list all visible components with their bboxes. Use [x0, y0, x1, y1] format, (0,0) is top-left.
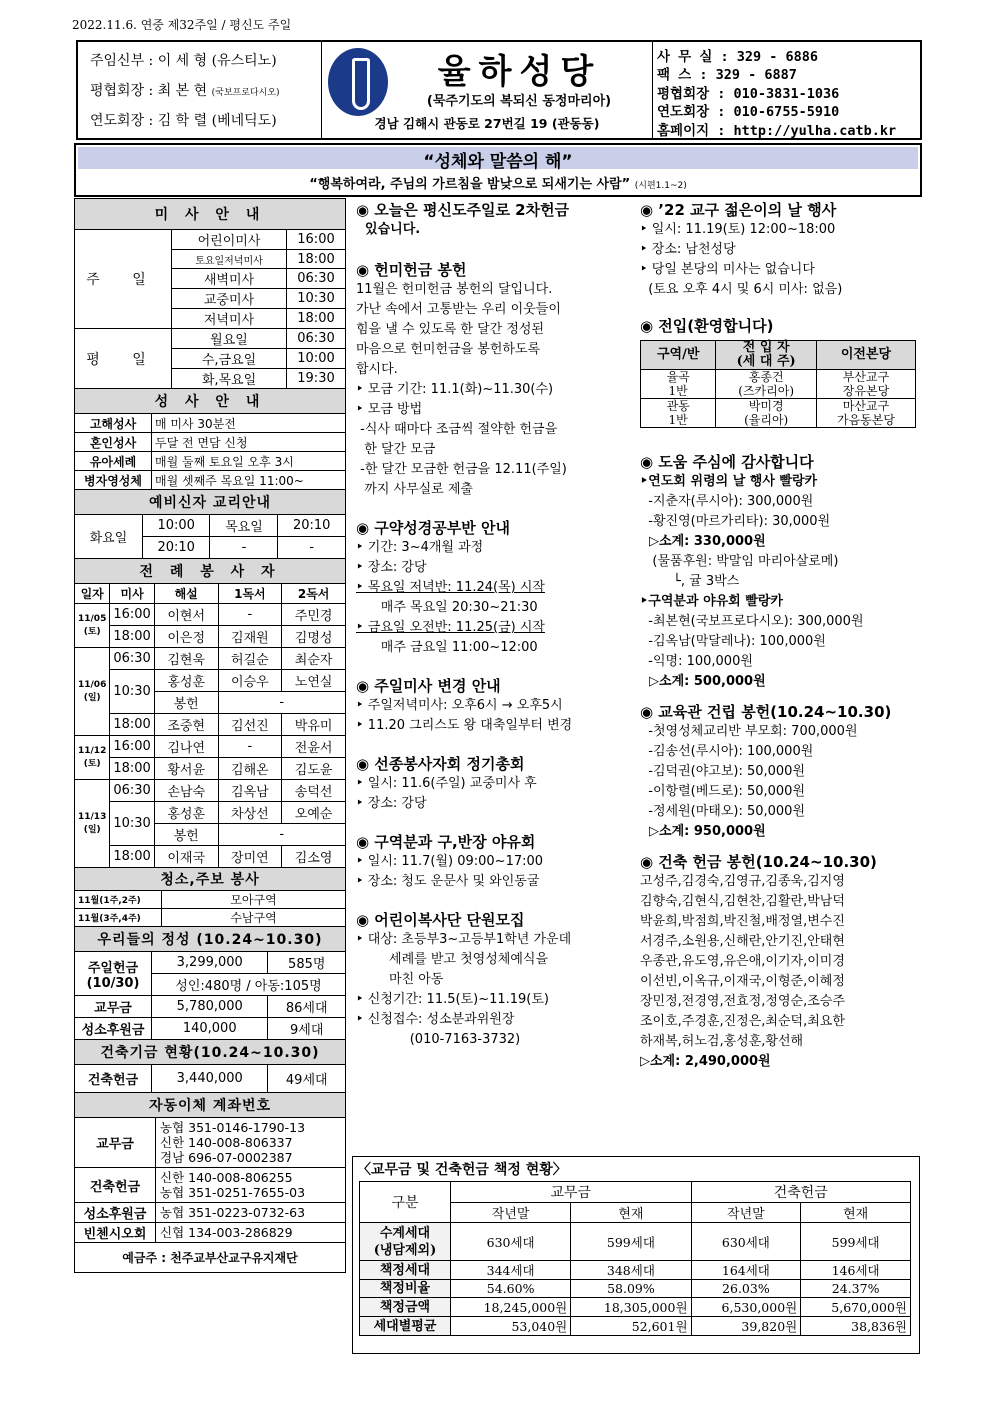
cleaning-week: 11월(3주,4주)	[75, 909, 162, 927]
cleaning-group: 모아구역	[162, 891, 346, 909]
mass-name: 저녁미사	[172, 309, 287, 329]
col-last-year: 작년말	[451, 1203, 571, 1223]
catechism-empty: -	[278, 537, 346, 559]
mass-heading: 미 사 안 내	[75, 199, 346, 230]
notice-line: ‣ 금요일 오전반: 11.25(금) 시작	[356, 620, 545, 635]
server-name: -	[218, 692, 345, 714]
notice-line: (토요 오후 4시 및 6시 미사: 없음)	[640, 282, 843, 297]
edu-fee-count: 86세대	[268, 996, 346, 1018]
parish-subtitle: (묵주기도의 복되신 동정마리아)	[426, 94, 612, 109]
sunday-offering-amount: 3,299,000	[152, 952, 268, 974]
server-commentator: 조중현	[154, 714, 218, 736]
notice-line: ‣연도회 위령의 날 행사 빨랑카	[640, 474, 818, 489]
server-commentator: 이재국	[154, 846, 218, 868]
assessment-row-label: 수계세대 (냉담제외)	[360, 1223, 451, 1261]
account-numbers: 농협 351-0146-1790-13 신한 140-008-806337 경남 696-07-0002387	[156, 1118, 346, 1168]
notice-line: ‣ 장소: 청도 운문사 및 와인동굴	[356, 874, 540, 889]
notice-line: 하재복,허노검,홍성훈,황선해	[640, 1034, 804, 1049]
notice-heading: ◉ 구약성경공부반 안내	[356, 519, 510, 537]
assessment-cell: 54.60%	[451, 1280, 571, 1298]
notice-line: 고성주,김경숙,김영규,김종욱,김지영	[640, 874, 845, 889]
servers-table	[74, 558, 346, 868]
assessment-cell: 5,670,000원	[801, 1298, 911, 1317]
notice-line: -첫영성체교리반 부모회: 700,000원	[640, 724, 858, 739]
assessment-table	[359, 1181, 911, 1336]
elder-president: 연도회장 : 김 학 렬 (베네딕도)	[90, 113, 277, 129]
mass-time: 06:30	[287, 269, 346, 289]
notice-heading: ◉ 전입(환영합니다)	[640, 317, 774, 335]
mass-time: 18:00	[287, 250, 346, 269]
catechism-day-tue: 화요일	[75, 515, 143, 559]
notice-heading: ◉ 오늘은 평신도주일로 2차헌금	[356, 201, 570, 219]
mass-name: 월요일	[172, 329, 287, 349]
notice-heading: ◉ ’22 교구 젊은이의 날 행사	[640, 201, 837, 219]
assessment-cell: 164세대	[691, 1261, 801, 1280]
pastor: 주임신부 : 이 세 형 (유스티노)	[90, 53, 277, 69]
notice-line: ‣ 모금 방법	[356, 402, 423, 417]
notice-heading: ◉ 구역분과 구,반장 야유회	[356, 833, 536, 851]
offering-heading: 우리들의 정성 (10.24~10.30)	[75, 927, 346, 952]
notice-line: -최본현(국보프로다시오): 300,000원	[640, 614, 864, 629]
notice-line: └, 귤 3박스	[640, 574, 740, 589]
notice-heading: ◉ 어린이복사단 단원모집	[356, 911, 525, 929]
server-reading2: 주민경	[282, 604, 346, 626]
mass-name: 수,금요일	[172, 349, 287, 369]
server-reading2: 최순자	[282, 648, 346, 670]
homepage-link[interactable]: 홈페이지 : http://yulha.catb.kr	[657, 123, 897, 139]
notice-line: -정세원(마태오): 50,000원	[640, 804, 806, 819]
servers-col-header: 1독서	[218, 584, 282, 604]
catechism-time: 20:10	[278, 515, 346, 537]
notice-line: 매주 목요일 20:30~21:30	[356, 600, 538, 615]
assessment-cell: 599세대	[571, 1223, 691, 1261]
account-purpose: 성소후원금	[75, 1203, 156, 1223]
notice-line: 장민정,전경영,전효정,정영순,조승주	[640, 994, 845, 1009]
assessment-cell: 39,820원	[691, 1317, 801, 1336]
mass-time: 18:00	[287, 309, 346, 329]
catechism-table	[74, 489, 346, 559]
sacrament-name: 유아세례	[75, 452, 152, 471]
server-date: 11/13 (일)	[75, 780, 110, 868]
mass-weekday-label: 평 일	[75, 329, 172, 389]
building-table	[74, 1039, 346, 1093]
header-box	[76, 40, 922, 140]
sacrament-name: 혼인성사	[75, 433, 152, 452]
building-amount: 3,440,000	[152, 1065, 268, 1093]
notice-line: ‣구역분과 야유회 빨랑카	[640, 594, 783, 609]
mass-table	[74, 198, 346, 389]
notice-line: ▷소계: 950,000원	[640, 824, 766, 839]
notice-heading: ◉ 선종봉사자회 정기총회	[356, 755, 525, 773]
elder-phone: 연도회장 : 010-6755-5910	[657, 104, 840, 120]
notice-line: 마음으로 헌미헌금을 봉헌하도록	[356, 342, 541, 357]
transfer-cell: 홍종건 (즈카리아)	[716, 370, 817, 399]
assessment-title: 〈교무금 및 건축헌금 책정 현황〉	[357, 1162, 567, 1178]
notice-line: (물품후원: 박말임 마리아살로메)	[640, 554, 839, 569]
council-president: 평협회장 : 최 본 현 (국보프로다시오)	[90, 83, 280, 99]
assessment-cell: 630세대	[451, 1223, 571, 1261]
mass-name: 화,목요일	[172, 369, 287, 389]
server-reading1: 이승우	[218, 670, 282, 692]
notice-line: ▷소계: 330,000원	[640, 534, 766, 549]
server-mass-time: 18:00	[110, 758, 154, 780]
server-role: 봉헌	[154, 824, 218, 846]
notice-line: ‣ 장소: 남천성당	[640, 242, 736, 257]
mass-name: 토요일저녁미사	[172, 250, 287, 269]
server-mass-time: 18:00	[110, 846, 154, 868]
assessment-cell: 18,245,000원	[451, 1298, 571, 1317]
server-mass-time: 18:00	[110, 714, 154, 736]
vocation-amount: 140,000	[152, 1018, 268, 1040]
notice-line: ‣ 모금 기간: 11.1(화)~11.30(수)	[356, 382, 554, 397]
notice-line: ▷소계: 500,000원	[640, 674, 766, 689]
notice-heading: ◉ 도움 주심에 감사합니다	[640, 453, 814, 471]
mass-name: 어린이미사	[172, 230, 287, 250]
right-column	[640, 200, 918, 1072]
account-numbers: 신협 134-003-286829	[156, 1223, 346, 1243]
notice-line: (010-7163-3732)	[356, 1032, 521, 1047]
server-reading2: 오예순	[282, 802, 346, 824]
assessment-cell: 18,305,000원	[571, 1298, 691, 1317]
notice-heading: ◉ 헌미헌금 봉헌	[356, 261, 467, 279]
server-reading1: -	[218, 736, 282, 758]
notice-line: ‣ 대상: 초등부3~고등부1학년 가운데	[356, 932, 572, 947]
sacrament-name: 병자영성체	[75, 471, 152, 490]
notice-line: ‣ 주일저녁미사: 오후6시 → 오후5시	[356, 698, 563, 713]
mass-time: 06:30	[287, 329, 346, 349]
accounts-heading: 자동이체 계좌번호	[75, 1093, 346, 1118]
sacrament-detail: 두달 전 면담 신청	[152, 433, 346, 452]
server-reading1: 김해온	[218, 758, 282, 780]
account-holder: 예금주 : 천주교부산교구유지재단	[75, 1243, 346, 1273]
assessment-cell: 26.03%	[691, 1280, 801, 1298]
notice-line: 우종관,유도영,유은애,이기자,이미경	[640, 954, 845, 969]
catechism-heading: 예비신자 교리안내	[75, 490, 346, 515]
server-mass-time: 06:30	[110, 648, 154, 670]
assessment-cell: 344세대	[451, 1261, 571, 1280]
account-numbers: 농협 351-0223-0732-63	[156, 1203, 346, 1223]
transfer-col-header: 이전본당	[816, 341, 915, 370]
server-commentator: 황서윤	[154, 758, 218, 780]
notice-line: 매주 금요일 11:00~12:00	[356, 640, 538, 655]
servers-col-header: 2독서	[282, 584, 346, 604]
notice-line: 김향숙,김현식,김현찬,김활란,박남덕	[640, 894, 845, 909]
assessment-cell: 58.09%	[571, 1280, 691, 1298]
notice-heading: ◉ 건축 헌금 봉헌(10.24~10.30)	[640, 853, 877, 871]
assessment-cell: 6,530,000원	[691, 1298, 801, 1317]
server-reading1: -	[218, 604, 282, 626]
assessment-row-label: 책정금액	[360, 1298, 451, 1317]
notice-line: -식사 때마다 조금씩 절약한 헌금을	[356, 422, 558, 437]
col-gubun: 구분	[360, 1182, 451, 1223]
theme-banner	[74, 143, 922, 197]
notice-line: 마친 아동	[356, 972, 444, 987]
cleaning-group: 수남구역	[162, 909, 346, 927]
assessment-cell: 146세대	[801, 1261, 911, 1280]
server-reading1: 차상선	[218, 802, 282, 824]
notice-heading: ◉ 교육관 건립 봉헌(10.24~10.30)	[640, 703, 892, 721]
server-mass-time: 10:30	[110, 802, 154, 846]
mass-time: 10:00	[287, 349, 346, 369]
notice-line: ‣ 신청접수: 성소분과위원장	[356, 1012, 515, 1027]
notice-line: -이항렬(베드로): 50,000원	[640, 784, 806, 799]
assessment-row-label: 세대별평균	[360, 1317, 451, 1336]
server-commentator: 홍성훈	[154, 802, 218, 824]
server-commentator: 손남숙	[154, 780, 218, 802]
catechism-day-thu: 목요일	[210, 515, 278, 537]
date-line: 2022.11.6. 연중 제32주일 / 평신도 주일	[72, 18, 292, 32]
col-building: 건축헌금	[691, 1182, 910, 1203]
assessment-cell: 38,836원	[801, 1317, 911, 1336]
banner-title: “성체와 말씀의 해”	[78, 147, 918, 169]
transfer-cell: 부산교구 장유본당	[816, 370, 915, 399]
transfer-cell: 율곡 1반	[641, 370, 716, 399]
sacrament-table	[74, 388, 346, 490]
col-current: 현재	[571, 1203, 691, 1223]
server-mass-time: 16:00	[110, 604, 154, 626]
notice-line: 합시다.	[356, 362, 398, 377]
server-reading1: 장미연	[218, 846, 282, 868]
sunday-offering-count: 585명	[268, 952, 346, 974]
server-commentator: 김나연	[154, 736, 218, 758]
header-title-block	[322, 42, 653, 138]
notice-line: 가난 속에서 고통받는 우리 이웃들이	[356, 302, 561, 317]
notice-line: -김옥남(막달레나): 100,000원	[640, 634, 826, 649]
sacrament-detail: 매 미사 30분전	[152, 414, 346, 433]
assessment-cell: 599세대	[801, 1223, 911, 1261]
catechism-time: 10:00	[142, 515, 210, 537]
office-phone: 사 무 실 : 329 - 6886	[657, 49, 819, 65]
notice-line: ‣ 신청기간: 11.5(토)~11.19(토)	[356, 992, 550, 1007]
notice-line: ‣ 장소: 강당	[356, 560, 427, 575]
server-reading2: 박유미	[282, 714, 346, 736]
catechism-empty: -	[210, 537, 278, 559]
col-edu-fee: 교무금	[451, 1182, 692, 1203]
notice-heading: ◉ 주일미사 변경 안내	[356, 677, 501, 695]
server-reading1: 허길순	[218, 648, 282, 670]
server-reading2: 전윤서	[282, 736, 346, 758]
middle-column	[356, 200, 631, 1058]
left-column	[74, 198, 346, 1273]
notice-line: -김덕권(야고보): 50,000원	[640, 764, 806, 779]
server-mass-time: 10:30	[110, 670, 154, 714]
transfer-table	[640, 340, 916, 428]
sacrament-detail: 매월 둘째 토요일 오후 3시	[152, 452, 346, 471]
notice-line: ‣ 일시: 11.19(토) 12:00~18:00	[640, 222, 836, 237]
notice-line: 한 달간 모금	[356, 442, 436, 457]
servers-col-header: 일자	[75, 584, 110, 604]
parish-address: 경남 김해시 관동로 27번길 19 (관동동)	[374, 116, 600, 131]
council-phone: 평협회장 : 010-3831-1036	[657, 86, 840, 102]
server-reading2: 김도윤	[282, 758, 346, 780]
transfer-col-header: 구역/반	[641, 341, 716, 370]
server-role: 봉헌	[154, 692, 218, 714]
catechism-time: 20:10	[142, 537, 210, 559]
sacrament-heading: 성 사 안 내	[75, 389, 346, 414]
assessment-row-label: 책정비율	[360, 1280, 451, 1298]
notice-line: 박윤희,박점희,박진철,배정열,변수진	[640, 914, 845, 929]
server-commentator: 홍성훈	[154, 670, 218, 692]
offering-table	[74, 926, 346, 1040]
account-purpose: 교무금	[75, 1118, 156, 1168]
building-label: 건축헌금	[75, 1065, 152, 1093]
notice-line: -익명: 100,000원	[640, 654, 753, 669]
parish-title: 율하성당	[437, 52, 602, 92]
cleaning-table	[74, 867, 346, 927]
server-reading2: 김명성	[282, 626, 346, 648]
notice-line: ‣ 목요일 저녁반: 11.24(목) 시작	[356, 580, 545, 595]
vocation-label: 성소후원금	[75, 1018, 152, 1040]
servers-col-header: 미사	[110, 584, 154, 604]
assessment-cell: 24.37%	[801, 1280, 911, 1298]
fax-number: 팩 스 : 329 - 6887	[657, 67, 797, 83]
server-commentator: 이은정	[154, 626, 218, 648]
server-reading1: 김선진	[218, 714, 282, 736]
server-reading2: 송덕선	[282, 780, 346, 802]
edu-fee-label: 교무금	[75, 996, 152, 1018]
notice-line: ‣ 일시: 11.7(월) 09:00~17:00	[356, 854, 544, 869]
transfer-cell: 박미경 (율리아)	[716, 399, 817, 428]
assessment-cell: 348세대	[571, 1261, 691, 1280]
account-purpose: 빈첸시오회	[75, 1223, 156, 1243]
notice-line: 까지 사무실로 제출	[356, 482, 473, 497]
assessment-cell: 630세대	[691, 1223, 801, 1261]
header-staff	[78, 42, 322, 138]
banner-verse: “행복하여라, 주님의 가르침을 밤낮으로 되새기는 사람” (시편1.1~2)	[309, 177, 687, 192]
sunday-offering-detail: 성인:480명 / 아동:105명	[152, 974, 346, 996]
transfer-col-header: 전 입 자 (세 대 주)	[716, 341, 817, 370]
mass-time: 19:30	[287, 369, 346, 389]
sacrament-detail: 매월 셋째주 목요일 11:00~	[152, 471, 346, 490]
parish-logo-icon	[328, 48, 388, 116]
servers-col-header: 해설	[154, 584, 218, 604]
notice-line: 세례를 받고 첫영성체예식을	[356, 952, 549, 967]
notice-line: 조이호,주경훈,진정은,최순덕,최요한	[640, 1014, 845, 1029]
notice-line: 힘을 낼 수 있도록 한 달간 정성된	[356, 322, 545, 337]
server-date: 11/12 (토)	[75, 736, 110, 780]
accounts-table	[74, 1092, 346, 1273]
notice-line: 이선빈,이옥규,이재국,이형준,이혜정	[640, 974, 845, 989]
mass-time: 10:30	[287, 289, 346, 309]
server-reading1: 김옥남	[218, 780, 282, 802]
notice-line: -지춘자(루시아): 300,000원	[640, 494, 814, 509]
transfer-cell: 마산교구 가음동본당	[816, 399, 915, 428]
cleaning-week: 11월(1주,2주)	[75, 891, 162, 909]
mass-sunday-label: 주 일	[75, 230, 172, 329]
notice-line: 11월은 헌미헌금 봉헌의 달입니다.	[356, 282, 553, 297]
server-commentator: 이현서	[154, 604, 218, 626]
transfer-cell: 관동 1반	[641, 399, 716, 428]
servers-heading: 전 례 봉 사 자	[75, 559, 346, 584]
notice-line: ‣ 기간: 3~4개월 과정	[356, 540, 484, 555]
notice-line: ‣ 당일 본당의 미사는 없습니다	[640, 262, 815, 277]
notice-line: 서경주,소원용,신해란,안기진,안태현	[640, 934, 845, 949]
server-commentator: 김현욱	[154, 648, 218, 670]
server-mass-time: 06:30	[110, 780, 154, 802]
notice-line: -황진영(마르가리타): 30,000원	[640, 514, 831, 529]
assessment-cell: 52,601원	[571, 1317, 691, 1336]
notice-line: -김송선(루시아): 100,000원	[640, 744, 814, 759]
server-mass-time: 16:00	[110, 736, 154, 758]
notice-line: ‣ 일시: 11.6(주일) 교중미사 후	[356, 776, 537, 791]
col-current: 현재	[801, 1203, 911, 1223]
vocation-count: 9세대	[268, 1018, 346, 1040]
server-reading2: 노연실	[282, 670, 346, 692]
building-count: 49세대	[268, 1065, 346, 1093]
server-mass-time: 18:00	[110, 626, 154, 648]
sacrament-name: 고해성사	[75, 414, 152, 433]
sunday-offering-label: 주일헌금 (10/30)	[75, 952, 152, 996]
edu-fee-amount: 5,780,000	[152, 996, 268, 1018]
account-purpose: 건축헌금	[75, 1168, 156, 1203]
assessment-box	[352, 1156, 920, 1354]
mass-name: 교중미사	[172, 289, 287, 309]
col-last-year: 작년말	[691, 1203, 801, 1223]
assessment-cell: 53,040원	[451, 1317, 571, 1336]
notice-line: ▷소계: 2,490,000원	[640, 1054, 771, 1069]
server-date: 11/06 (일)	[75, 648, 110, 736]
assessment-row-label: 책정세대	[360, 1261, 451, 1280]
notice-line: ‣ 장소: 강당	[356, 796, 427, 811]
mass-name: 새벽미사	[172, 269, 287, 289]
notice-line: -한 달간 모금한 헌금을 12.11(주일)	[356, 462, 567, 477]
notice-line: 있습니다.	[356, 222, 421, 237]
account-numbers: 신한 140-008-806255 농협 351-0251-7655-03	[156, 1168, 346, 1203]
building-heading: 건축기금 현황(10.24~10.30)	[75, 1040, 346, 1065]
server-name: -	[218, 824, 345, 846]
server-reading2: 김소영	[282, 846, 346, 868]
server-reading1: 김재원	[218, 626, 282, 648]
notice-line: ‣ 11.20 그리스도 왕 대축일부터 변경	[356, 718, 573, 733]
server-date: 11/05 (토)	[75, 604, 110, 648]
mass-time: 16:00	[287, 230, 346, 250]
cleaning-heading: 청소,주보 봉사	[75, 868, 346, 891]
header-contacts	[653, 42, 920, 138]
